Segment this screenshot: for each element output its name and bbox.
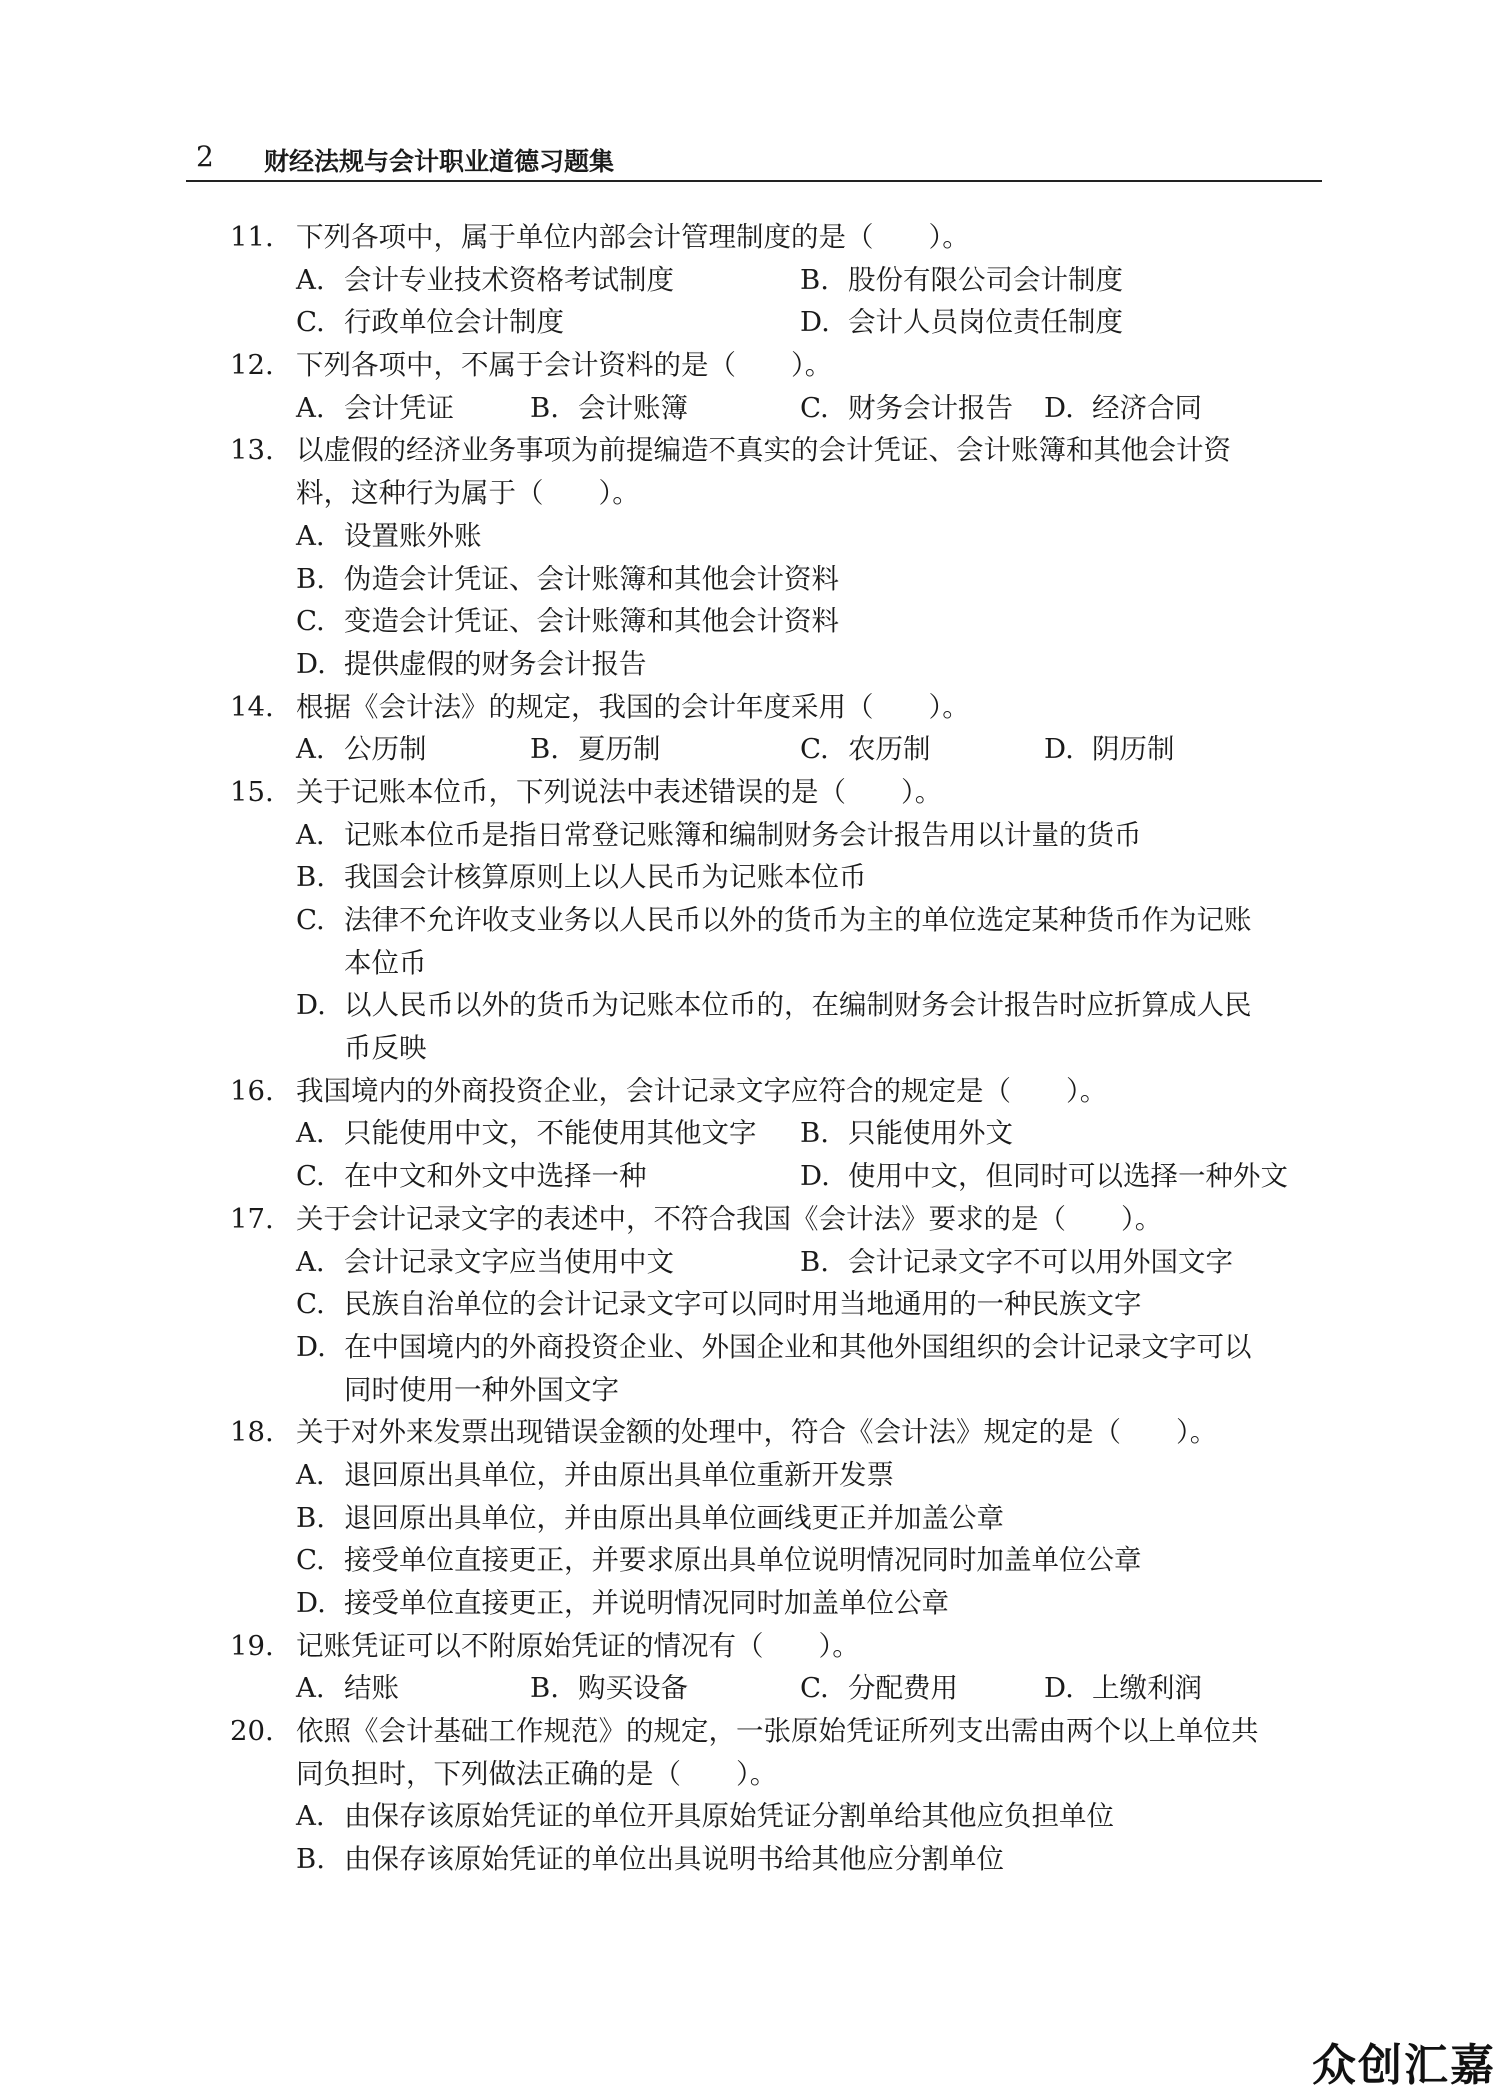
question-15 — [230, 771, 1330, 1070]
option-b — [296, 1497, 1004, 1540]
question-stem: 记账凭证可以不附原始凭证的情况有（ ）。 — [296, 1629, 860, 1662]
text-line — [230, 1582, 1330, 1625]
option-text: 设置账外账 — [344, 519, 482, 552]
option-label: D. — [800, 1160, 830, 1193]
option-text: 会计凭证 — [344, 391, 454, 424]
option-label: A. — [296, 1672, 325, 1705]
option-text: 公历制 — [344, 733, 427, 766]
text-line — [230, 1411, 1330, 1454]
option-text: 伪造会计凭证、会计账簿和其他会计资料 — [344, 562, 839, 595]
text-line — [230, 515, 1330, 558]
text-line — [230, 1155, 1330, 1198]
option-a — [296, 1112, 757, 1155]
option-text: 财务会计报告 — [848, 391, 1013, 424]
text-line — [230, 600, 1330, 643]
text-line — [230, 344, 1330, 387]
option-b — [800, 259, 1123, 302]
page-number: 2 — [196, 140, 214, 173]
option-text-continued: 本位币 — [344, 946, 427, 979]
option-text: 夏历制 — [578, 733, 661, 766]
option-c — [800, 387, 1013, 430]
text-line — [230, 942, 1330, 985]
option-text: 农历制 — [848, 733, 931, 766]
question-number: 19. — [230, 1629, 274, 1662]
option-b — [530, 387, 688, 430]
option-d — [1044, 728, 1175, 771]
option-text: 变造会计凭证、会计账簿和其他会计资料 — [344, 605, 839, 638]
text-line — [230, 1497, 1330, 1540]
question-stem: 关于对外来发票出现错误金额的处理中，符合《会计法》规定的是（ ）。 — [296, 1416, 1218, 1449]
option-b — [800, 1112, 1013, 1155]
option-b — [296, 1838, 1004, 1881]
option-text-continued: 币反映 — [344, 1032, 427, 1065]
option-text: 只能使用外文 — [848, 1117, 1013, 1150]
option-label: C. — [800, 733, 829, 766]
page-header — [186, 136, 1322, 182]
option-text: 在中国境内的外商投资企业、外国企业和其他外国组织的会计记录文字可以 — [344, 1330, 1252, 1363]
question-20 — [230, 1710, 1330, 1881]
option-d — [1044, 1667, 1202, 1710]
option-text: 会计人员岗位责任制度 — [848, 306, 1123, 339]
question-stem-continued: 同负担时，下列做法正确的是（ ）。 — [296, 1757, 778, 1790]
option-text: 法律不允许收支业务以人民币以外的货币为主的单位选定某种货币作为记账 — [344, 904, 1252, 936]
question-stem: 以虚假的经济业务事项为前提编造不真实的会计凭证、会计账簿和其他会计资 — [296, 434, 1231, 467]
option-label: A. — [296, 1458, 325, 1491]
option-label: A. — [296, 1245, 325, 1278]
text-line — [230, 856, 1330, 899]
text-line — [230, 984, 1330, 1027]
option-a — [296, 387, 454, 430]
option-label: C. — [296, 904, 325, 936]
option-label: A. — [296, 263, 325, 296]
option-text: 经济合同 — [1092, 391, 1202, 424]
option-c — [296, 600, 839, 643]
option-a — [296, 1454, 894, 1497]
option-text: 由保存该原始凭证的单位出具说明书给其他应分割单位 — [344, 1843, 1004, 1876]
option-text: 购买设备 — [578, 1672, 688, 1705]
text-line — [230, 1070, 1330, 1113]
option-text: 股份有限公司会计制度 — [848, 263, 1123, 296]
question-stem: 根据《会计法》的规定，我国的会计年度采用（ ）。 — [296, 690, 970, 723]
option-label: D. — [296, 989, 326, 1022]
option-text: 行政单位会计制度 — [344, 306, 564, 339]
question-stem: 下列各项中，属于单位内部会计管理制度的是（ ）。 — [296, 221, 970, 253]
question-number: 11. — [230, 221, 274, 253]
question-number: 14. — [230, 690, 274, 723]
book-title: 财经法规与会计职业道德习题集 — [264, 147, 615, 176]
question-number: 15. — [230, 775, 274, 808]
option-text: 只能使用中文，不能使用其他文字 — [344, 1117, 757, 1150]
option-text: 会计记录文字应当使用中文 — [344, 1245, 674, 1278]
option-label: C. — [296, 605, 325, 638]
text-line — [230, 1454, 1330, 1497]
option-a — [296, 814, 1142, 857]
option-label: B. — [296, 861, 325, 894]
question-number: 18. — [230, 1416, 274, 1449]
option-label: A. — [296, 391, 325, 424]
text-line — [230, 301, 1330, 344]
option-a — [296, 259, 674, 302]
option-c — [296, 1283, 1142, 1326]
option-label: D. — [296, 1330, 326, 1363]
option-a — [296, 1795, 1114, 1838]
option-label: D. — [1044, 1672, 1074, 1705]
option-label: B. — [530, 733, 559, 766]
option-text: 由保存该原始凭证的单位开具原始凭证分割单给其他应负担单位 — [344, 1800, 1114, 1833]
question-17 — [230, 1198, 1330, 1411]
text-line — [230, 429, 1330, 472]
question-stem: 关于会计记录文字的表述中，不符合我国《会计法》要求的是（ ）。 — [296, 1202, 1163, 1235]
text-line — [230, 686, 1330, 729]
option-a — [296, 1241, 674, 1284]
question-stem-continued: 料，这种行为属于（ ）。 — [296, 477, 640, 510]
option-c — [296, 1539, 1142, 1582]
text-line — [230, 643, 1330, 686]
option-label: C. — [296, 306, 325, 339]
option-label: C. — [800, 1672, 829, 1705]
question-number: 12. — [230, 349, 274, 382]
text-line — [230, 1710, 1330, 1753]
text-line — [230, 1753, 1330, 1796]
option-label: D. — [296, 647, 326, 680]
option-label: A. — [296, 519, 325, 552]
question-19 — [230, 1625, 1330, 1710]
option-d — [296, 643, 647, 686]
option-label: B. — [296, 562, 325, 595]
option-text: 分配费用 — [848, 1672, 958, 1705]
option-text: 接受单位直接更正，并要求原出具单位说明情况同时加盖单位公章 — [344, 1544, 1142, 1577]
option-b — [530, 728, 661, 771]
question-stem: 我国境内的外商投资企业，会计记录文字应符合的规定是（ ）。 — [296, 1074, 1108, 1107]
text-line — [230, 1667, 1330, 1710]
option-label: B. — [800, 1117, 829, 1150]
option-d — [800, 301, 1123, 344]
option-label: C. — [296, 1288, 325, 1321]
option-text: 民族自治单位的会计记录文字可以同时用当地通用的一种民族文字 — [344, 1288, 1142, 1321]
question-16 — [230, 1070, 1330, 1198]
option-label: A. — [296, 1117, 325, 1150]
option-text: 会计记录文字不可以用外国文字 — [848, 1245, 1233, 1278]
option-label: A. — [296, 1800, 325, 1833]
text-line — [230, 1112, 1330, 1155]
text-line — [230, 899, 1330, 942]
text-line — [230, 1198, 1330, 1241]
option-label: B. — [296, 1843, 325, 1876]
text-line — [230, 1539, 1330, 1582]
option-d — [296, 984, 1252, 1027]
option-label: B. — [296, 1501, 325, 1534]
text-line — [230, 771, 1330, 814]
question-number: 17. — [230, 1202, 274, 1235]
option-text: 提供虚假的财务会计报告 — [344, 647, 647, 680]
option-text: 阴历制 — [1092, 733, 1175, 766]
question-18 — [230, 1411, 1330, 1624]
option-label: B. — [800, 263, 829, 296]
question-stem: 关于记账本位币，下列说法中表述错误的是（ ）。 — [296, 775, 943, 808]
option-a — [296, 515, 482, 558]
option-text: 记账本位币是指日常登记账簿和编制财务会计报告用以计量的货币 — [344, 818, 1142, 851]
text-line — [230, 1795, 1330, 1838]
text-line — [230, 1369, 1330, 1412]
question-13 — [230, 429, 1330, 685]
option-c — [296, 899, 1252, 942]
text-line — [230, 472, 1330, 515]
text-line — [230, 1326, 1330, 1369]
question-stem: 依照《会计基础工作规范》的规定，一张原始凭证所列支出需由两个以上单位共 — [296, 1715, 1259, 1748]
option-text: 会计账簿 — [578, 391, 688, 424]
question-stem: 下列各项中，不属于会计资料的是（ ）。 — [296, 349, 833, 382]
watermark-logo: 众创汇嘉 — [1312, 2040, 1496, 2091]
question-list — [230, 216, 1330, 1881]
option-d — [800, 1155, 1288, 1198]
option-text: 退回原出具单位，并由原出具单位重新开发票 — [344, 1458, 894, 1491]
text-line — [230, 1027, 1330, 1070]
option-a — [296, 728, 427, 771]
text-line — [230, 558, 1330, 601]
option-text: 会计专业技术资格考试制度 — [344, 263, 674, 296]
text-line — [230, 216, 1330, 259]
text-line — [230, 1838, 1330, 1881]
option-d — [296, 1326, 1252, 1369]
option-b — [800, 1241, 1233, 1284]
option-label: D. — [800, 306, 830, 339]
option-label: D. — [1044, 391, 1074, 424]
option-c — [296, 301, 564, 344]
option-text: 在中文和外文中选择一种 — [344, 1160, 647, 1193]
question-14 — [230, 686, 1330, 771]
option-b — [296, 856, 867, 899]
option-c — [296, 1155, 647, 1198]
option-label: C. — [296, 1160, 325, 1193]
option-label: B. — [800, 1245, 829, 1278]
option-text: 以人民币以外的货币为记账本位币的，在编制财务会计报告时应折算成人民 — [344, 989, 1252, 1022]
text-line — [230, 728, 1330, 771]
option-label: D. — [296, 1587, 326, 1619]
text-line — [230, 387, 1330, 430]
option-label: A. — [296, 818, 325, 851]
text-line — [230, 259, 1330, 302]
question-number: 20. — [230, 1715, 274, 1748]
text-line — [230, 1283, 1330, 1326]
option-text: 使用中文，但同时可以选择一种外文 — [848, 1160, 1288, 1193]
option-label: C. — [800, 391, 829, 424]
option-text-continued: 同时使用一种外国文字 — [344, 1373, 619, 1406]
option-text: 结账 — [344, 1672, 399, 1705]
option-a — [296, 1667, 399, 1710]
option-d — [296, 1582, 949, 1625]
text-line — [230, 814, 1330, 857]
option-label: B. — [530, 1672, 559, 1705]
option-label: B. — [530, 391, 559, 424]
option-text: 退回原出具单位，并由原出具单位画线更正并加盖公章 — [344, 1501, 1004, 1534]
option-label: C. — [296, 1544, 325, 1577]
text-line — [230, 1241, 1330, 1284]
option-d — [1044, 387, 1202, 430]
option-text: 接受单位直接更正，并说明情况同时加盖单位公章 — [344, 1587, 949, 1619]
option-b — [296, 558, 839, 601]
option-b — [530, 1667, 688, 1710]
question-12 — [230, 344, 1330, 429]
option-text: 上缴利润 — [1092, 1672, 1202, 1705]
question-number: 13. — [230, 434, 274, 467]
option-label: A. — [296, 733, 325, 766]
question-11 — [230, 216, 1330, 344]
option-label: D. — [1044, 733, 1074, 766]
question-number: 16. — [230, 1074, 274, 1107]
option-c — [800, 1667, 958, 1710]
option-c — [800, 728, 931, 771]
option-text: 我国会计核算原则上以人民币为记账本位币 — [344, 861, 867, 894]
text-line — [230, 1625, 1330, 1668]
